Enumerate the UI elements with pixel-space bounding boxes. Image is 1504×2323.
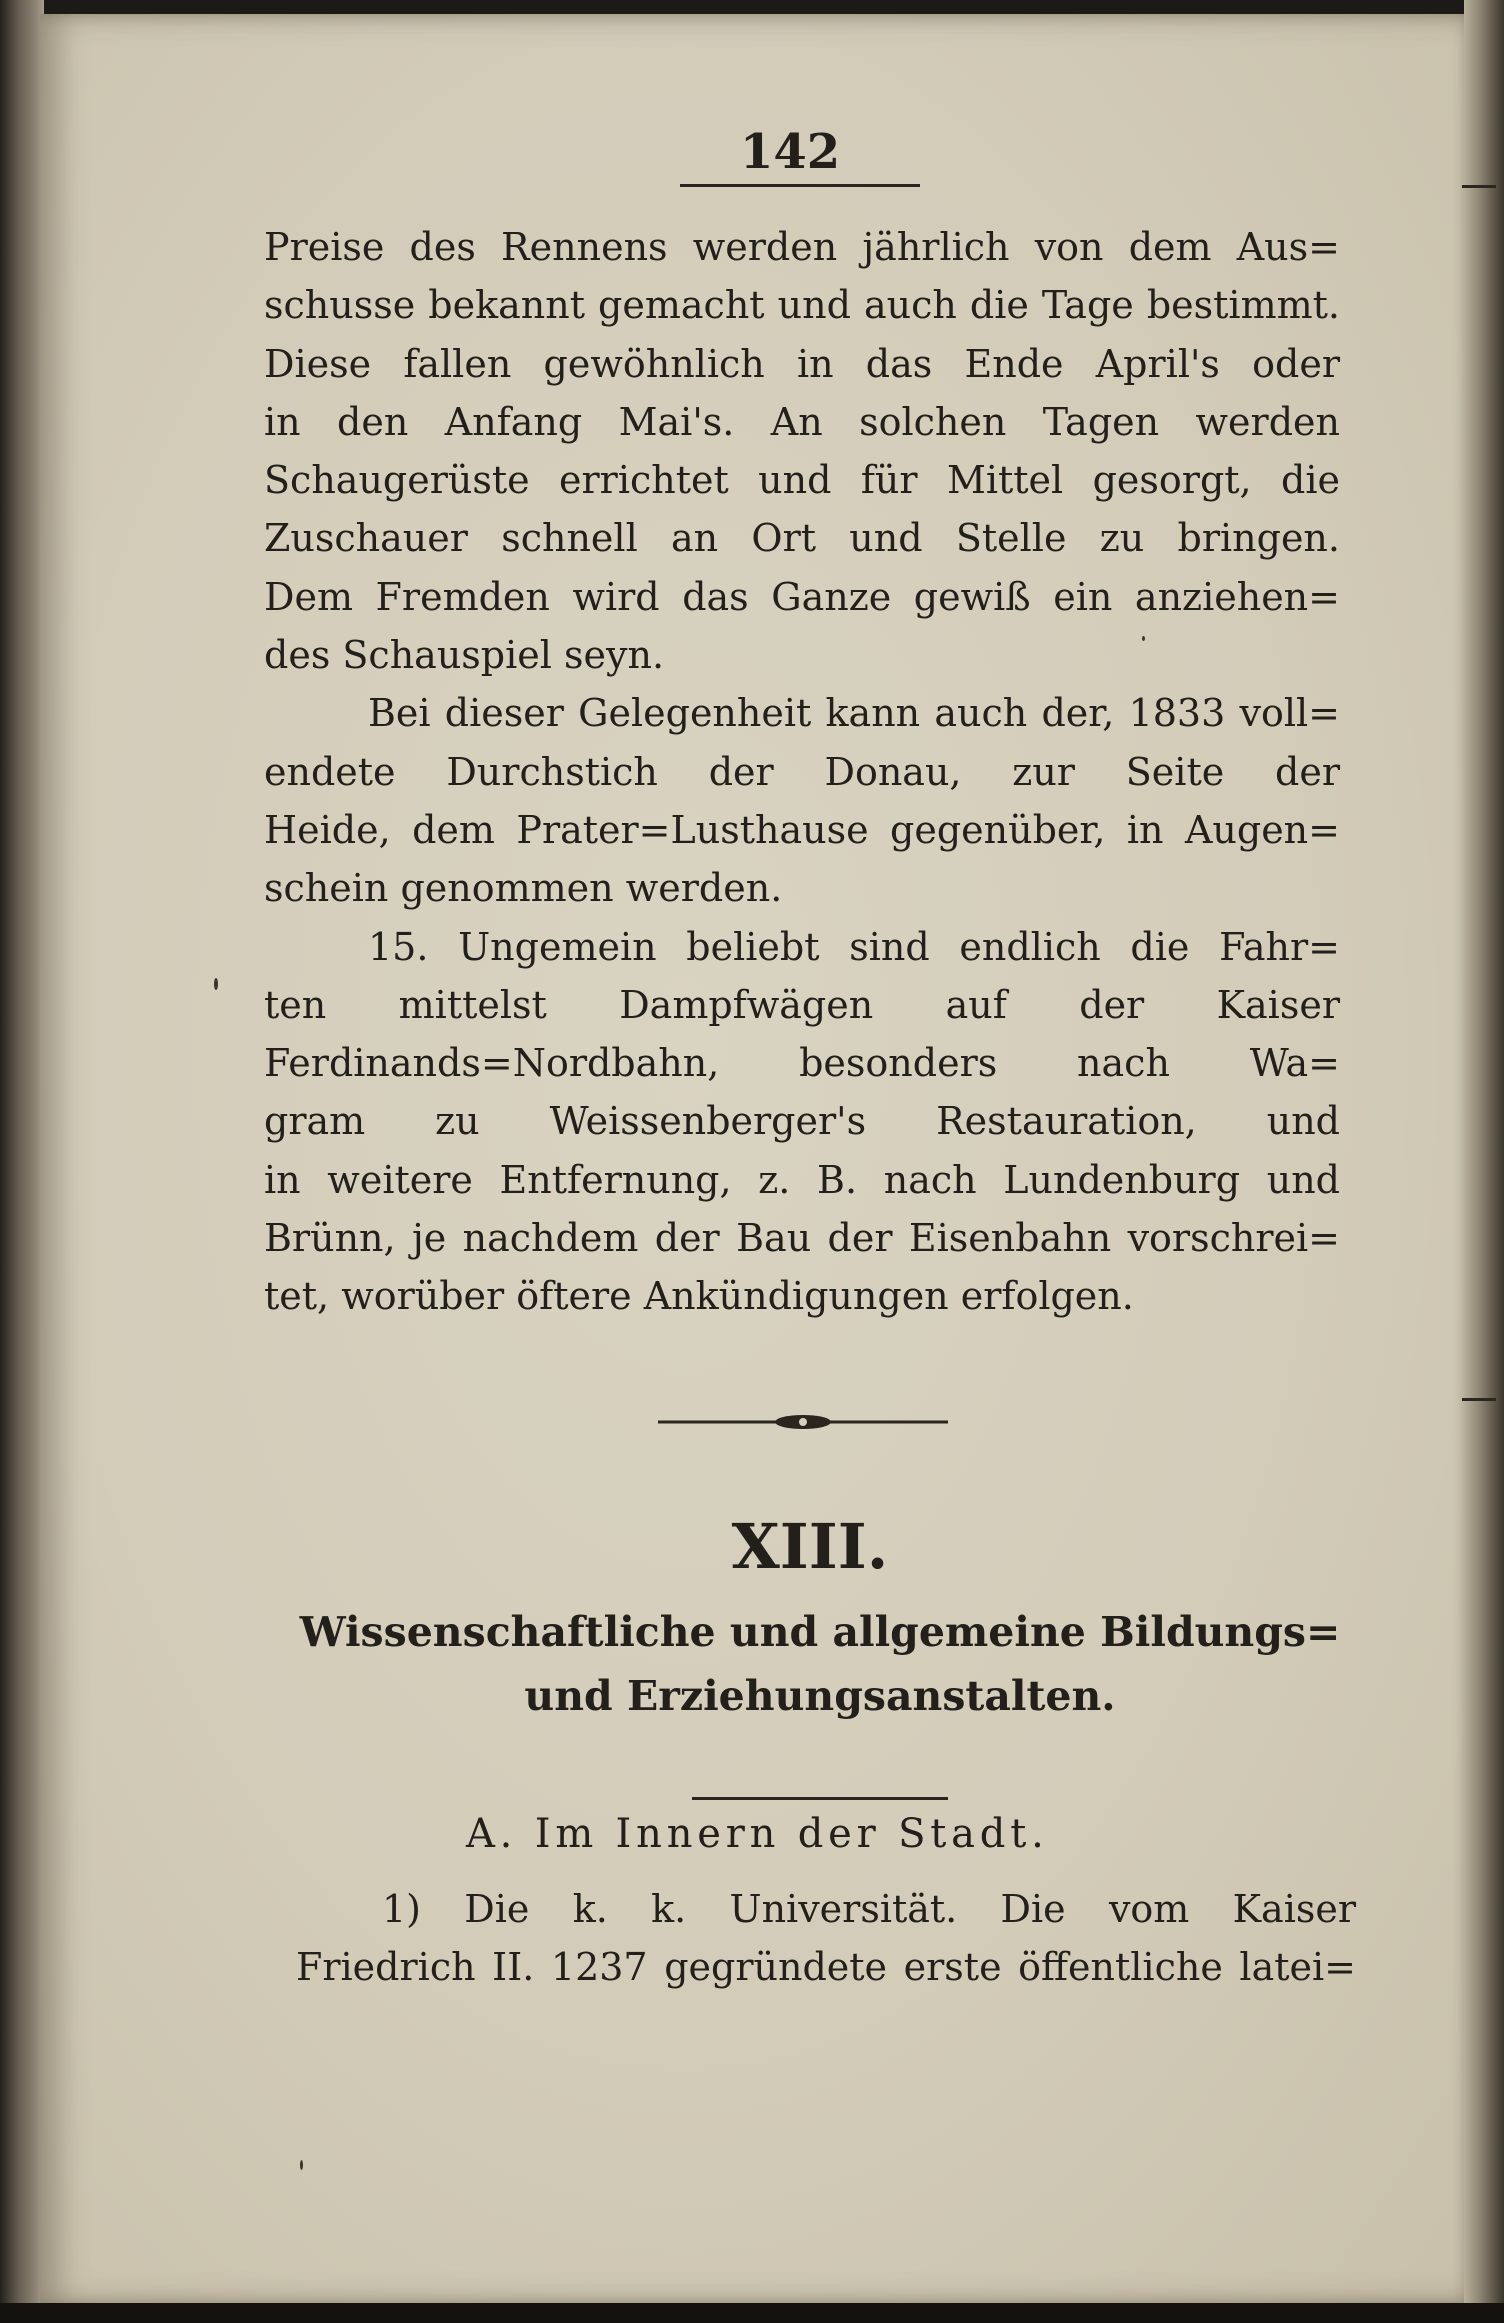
text-line: endete Durchstich der Donau, zur Seite der <box>264 749 1340 794</box>
text-line: Diese fallen gewöhnlich in das Ende April's oder <box>264 341 1340 386</box>
ink-speck <box>300 2160 303 2170</box>
text-line: in den Anfang Mai's. An solchen Tagen werden <box>264 399 1340 444</box>
text-line: Zuschauer schnell an Ort und Stelle zu bringen. <box>264 516 1340 561</box>
text-line: schein genommen werden. <box>264 866 783 911</box>
text-line: gram zu Weissenberger's Restauration, und <box>264 1099 1340 1144</box>
text-line: des Schauspiel seyn. <box>264 633 665 678</box>
text-line: tet, worüber öftere Ankündigungen erfolgen. <box>264 1274 1134 1319</box>
book-spine-shadow <box>0 0 44 2323</box>
page-edge <box>1464 0 1504 2323</box>
body-text <box>264 218 1340 1326</box>
text-line: in weitere Entfernung, z. B. nach Lundenburg und <box>264 1157 1340 1202</box>
text-line: Preise des Rennens werden jährlich von dem Aus= <box>264 225 1340 269</box>
section-body-text <box>296 1880 1356 1996</box>
text-line: Heide, dem Prater=Lusthause gegenüber, in Augen= <box>264 807 1340 852</box>
page-number: 142 <box>740 124 841 180</box>
section-rule <box>692 1797 948 1800</box>
chapter-numeral: XIII. <box>731 1510 889 1583</box>
ink-speck <box>214 978 218 990</box>
section-heading: A. Im Innern der Stadt. <box>466 1811 1049 1857</box>
text-line: Friedrich II. 1237 gegründete erste öffentliche latei= <box>296 1945 1356 1989</box>
text-line: 15. Ungemein beliebt sind endlich die Fahr= <box>368 924 1340 969</box>
ink-speck <box>1142 636 1145 641</box>
text-line: Dem Fremden wird das Ganze gewiß ein anziehen= <box>264 574 1340 619</box>
text-line: Schaugerüste errichtet und für Mittel gesorgt, die <box>264 458 1340 503</box>
edge-mark <box>1462 1398 1496 1401</box>
text-line: Ferdinands=Nordbahn, besonders nach Wa= <box>264 1041 1340 1086</box>
ornament-divider <box>658 1410 948 1434</box>
text-line: ten mittelst Dampfwägen auf der Kaiser <box>264 982 1340 1027</box>
text-line: 1) Die k. k. Universität. Die vom Kaiser <box>382 1887 1356 1931</box>
text-line: schusse bekannt gemacht und auch die Tage bestimmt. <box>264 283 1340 328</box>
edge-mark <box>1462 185 1496 188</box>
chapter-title-line: Wissenschaftliche und allgemeine Bildungs= <box>299 1608 1341 1656</box>
header-rule <box>680 184 920 187</box>
bottom-border <box>0 2303 1504 2323</box>
chapter-title <box>288 1600 1352 1728</box>
text-line: Bei dieser Gelegenheit kann auch der, 1833 voll= <box>368 691 1340 736</box>
text-line: Brünn, je nachdem der Bau der Eisenbahn vorschrei= <box>264 1216 1340 1261</box>
chapter-title-line: und Erziehungsanstalten. <box>524 1672 1116 1720</box>
